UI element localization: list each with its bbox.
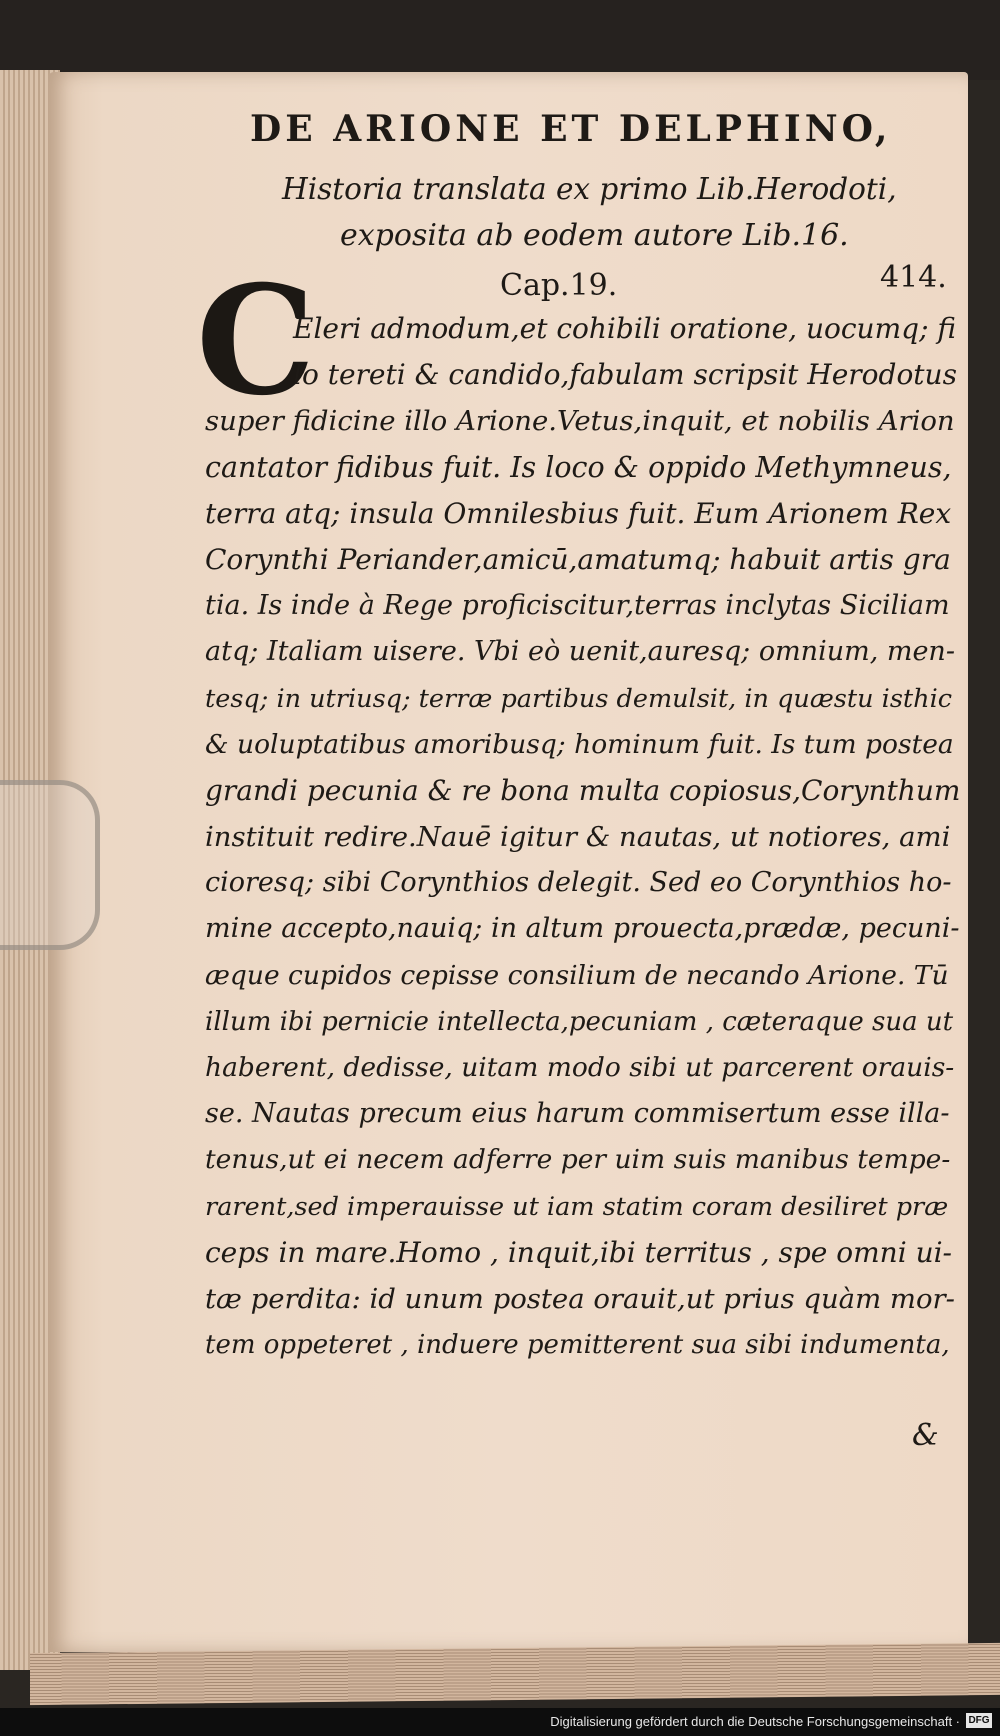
text-line: se. Nautas precum eius harum commisertum esse illa- bbox=[205, 1098, 950, 1130]
text-line: instituit redire.Nauē igitur & nautas, ut notiores, ami bbox=[205, 821, 951, 854]
text-line: ceps in mare.Homo , inquit,ibi territus , spe omni ui- bbox=[205, 1235, 953, 1269]
text-line: tem oppeteret , induere pemitterent sua sibi indumenta, bbox=[205, 1330, 950, 1361]
text-line: tæ perdita: id unum postea orauit,ut prius quàm mor- bbox=[205, 1282, 955, 1315]
text-line: Eleri admodum,et cohibili oratione, uocumq; fi bbox=[293, 312, 957, 345]
page-title: DE ARIONE ET DELPHINO, bbox=[250, 108, 892, 150]
text-line: cantator fidibus fuit. Is loco & oppido Methymneus, bbox=[205, 450, 952, 484]
body-text bbox=[205, 306, 960, 1368]
text-line: æque cupidos cepisse consilium de necando Arione. Tū bbox=[205, 959, 949, 991]
text-line: Corynthi Periander,amicū,amatumq; habuit artis gra bbox=[205, 542, 951, 576]
subtitle-line-2: exposita ab eodem autore Lib.16. bbox=[340, 218, 849, 253]
page-number: 414. bbox=[880, 260, 947, 295]
text-line: haberent, dedisse, uitam modo sibi ut parcerent orauis- bbox=[205, 1052, 955, 1083]
text-line: tenus,ut ei necem adferre per uim suis manibus tempe- bbox=[205, 1144, 951, 1176]
page-stack-bottom bbox=[30, 1643, 1000, 1705]
text-line: cioresq; sibi Corynthios delegit. Sed eo Corynthios ho- bbox=[205, 867, 952, 899]
text-line: tesq; in utriusq; terræ partibus demulsit, in quæstu isthic bbox=[205, 683, 953, 714]
text-line: illum ibi pernicie intellecta,pecuniam , cæteraque sua ut bbox=[205, 1006, 954, 1037]
text-line: rarent,sed imperauisse ut iam statim coram desiliret præ bbox=[205, 1191, 949, 1222]
text-line: terra atq; insula Omnilesbius fuit. Eum Arionem Rex bbox=[205, 496, 952, 530]
subtitle-line-1: Historia translata ex primo Lib.Herodoti, bbox=[282, 172, 897, 206]
drop-initial: C bbox=[196, 253, 316, 429]
scan-background bbox=[0, 0, 1000, 80]
text-line: & uoluptatibus amoribusq; hominum fuit. Is tum postea bbox=[205, 728, 954, 760]
text-line: super fidicine illo Arione.Vetus,inquit, et nobilis Arion bbox=[205, 405, 955, 438]
text-line: grandi pecunia & re bona multa copiosus,Corynthum bbox=[205, 773, 961, 807]
dfg-logo: DFG bbox=[966, 1713, 992, 1728]
catchword: & bbox=[912, 1418, 939, 1453]
page-clip bbox=[0, 780, 100, 950]
text-line: lo tereti & candido,fabulam scripsit Herodotus bbox=[293, 358, 957, 392]
text-line: tia. Is inde à Rege proficiscitur,terras inclytas Siciliam bbox=[205, 590, 950, 622]
text-line: mine accepto,nauiq; in altum prouecta,prædæ, pecuni- bbox=[205, 913, 960, 945]
text-line: atq; Italiam uisere. Vbi eò uenit,auresq; omnium, men- bbox=[205, 636, 955, 668]
chapter-label: Cap.19. bbox=[500, 268, 618, 303]
footer-credit: Digitalisierung gefördert durch die Deutsche Forschungsgemeinschaft · bbox=[550, 1714, 960, 1729]
